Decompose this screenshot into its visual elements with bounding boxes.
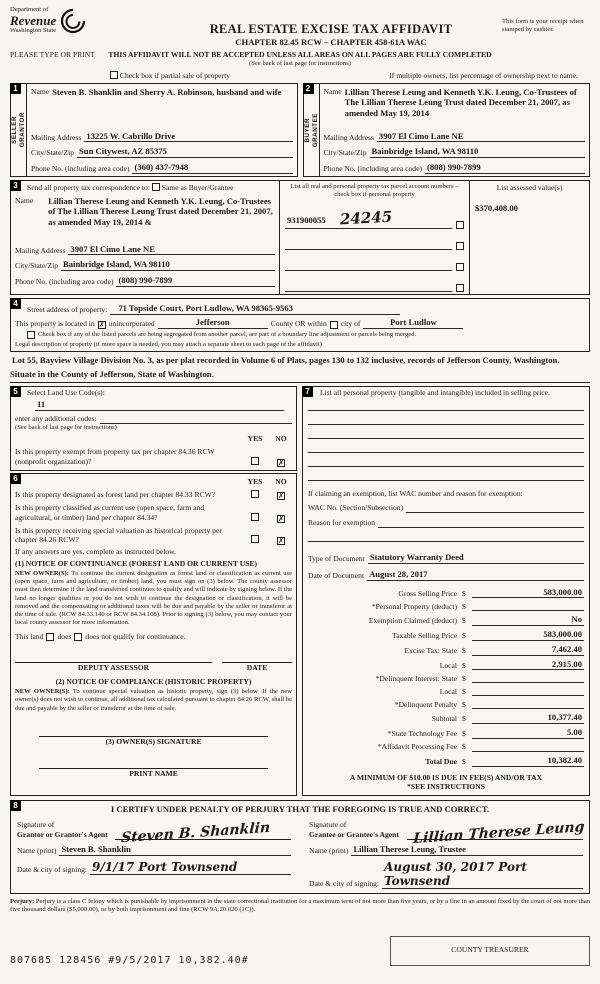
street-address-value[interactable]: 71 Topside Court, Port Ludlow, WA 98365-9563 [110, 303, 400, 315]
notice-continuance-title: (1) NOTICE OF CONTINUANCE (FOREST LAND OR CURRENT USE) [15, 559, 258, 569]
personal-property-line[interactable] [308, 428, 584, 439]
historic-question-row [15, 526, 292, 546]
corr-csz-label: City/State/Zip [15, 261, 59, 271]
land-use-code-field[interactable]: 11 [35, 399, 284, 411]
section-8-badge: 8 [10, 800, 21, 811]
type-of-document-value[interactable]: Statutory Warranty Deed [368, 552, 584, 564]
buyer-mailing-value[interactable]: 3907 El Cimo Lane NE [377, 131, 585, 143]
receipt-note: This form is your receipt when stamped by cashier. [502, 18, 584, 34]
same-as-buyer-label: Same as Buyer/Grantee [161, 182, 234, 192]
header [10, 6, 590, 68]
seller-mailing-value[interactable]: 13225 W. Cabrillo Drive [84, 131, 292, 143]
delinquent-penalty-row: *Delinquent Penalty $ [308, 699, 584, 709]
segregated-label: Check box if any of the listed parcels are being segregated from another parcel, are part of a boundary line adjustment or parcels being merged. [38, 330, 417, 338]
grantee-vertical-label: GRANTEE [311, 112, 319, 147]
owners-signature-label: (3) OWNER(S) SIGNATURE [105, 736, 202, 746]
grantee-date-value[interactable]: August 30, 2017 Port Townsend [382, 860, 583, 889]
section-5-badge: 5 [10, 386, 21, 397]
excise-tax-local-row: Local $ 2,915.00 [439, 658, 582, 670]
exempt-yes-checkbox[interactable] [251, 457, 259, 465]
grantee-signature-block [309, 818, 583, 889]
grantee-name-print-value[interactable]: Lillian Therese Leung, Trustee [351, 844, 583, 856]
minimum-due-note: A MINIMUM OF $10.00 IS DUE IN FEE(S) AND/OR TAX [349, 772, 543, 782]
parcel-number-field[interactable]: 931900055 24245 [285, 209, 452, 229]
does-label: does [57, 631, 72, 641]
section-6-designations [10, 473, 297, 796]
forest-land-question: Is this property designated as forest land per chapter 84.33 RCW? [15, 489, 216, 499]
section-4-badge: 4 [10, 298, 21, 309]
parcel-personal-checkbox[interactable] [456, 221, 464, 229]
grantee-name-print-label: Name (print) [309, 845, 349, 855]
grantor-signature-block [17, 818, 291, 889]
seller-name-label: Name [31, 86, 50, 96]
same-as-buyer-checkbox[interactable] [152, 183, 160, 191]
seller-csz-value[interactable]: Sun Citywest, AZ 85375 [77, 146, 292, 158]
section-2-buyer [303, 83, 591, 177]
seller-csz-label: City/State/Zip [31, 148, 75, 158]
gross-selling-price-row: Gross Selling Price $ 583,000.00 [398, 586, 582, 598]
print-name-label: PRINT NAME [129, 768, 178, 778]
exempt-question-row [15, 447, 292, 467]
street-address-label: Street address of property: [27, 304, 108, 314]
yes-no-header-5 [15, 434, 292, 444]
grantor-name-print-label: Name (print) [17, 845, 57, 855]
if-yes-note: If any answers are yes, complete as instructed below. [15, 547, 177, 557]
parcel-row [285, 209, 464, 229]
current-use-yes-checkbox[interactable] [251, 513, 259, 521]
logo-washington-state: Washington State [10, 27, 57, 35]
buyer-csz-label: City/State/Zip [323, 148, 367, 158]
parcel-personal-checkbox[interactable] [456, 263, 464, 271]
warning-line: THIS AFFIDAVIT WILL NOT BE ACCEPTED UNLESS ALL AREAS ON ALL PAGES ARE FULLY COMPLETED [108, 49, 492, 59]
section-2-badge: 2 [303, 83, 314, 94]
forest-land-question-row [15, 490, 292, 500]
seller-mailing-label: Mailing Address [31, 132, 82, 142]
city-value[interactable]: Port Ludlow [363, 317, 463, 329]
grantee-sig-label-2: Grantee or Grantee's Agent [309, 830, 399, 840]
multiple-owners-note: If multiple owners, list percentage of ownership next to name. [389, 70, 578, 80]
grantor-name-print-value[interactable]: Steven B. Shanklin [59, 844, 291, 856]
notice-compliance-body: NEW OWNER(S): To continue special valuation as historic property, sign (3) below. If the new owner(s) does not wish to continue, all additional tax calculated pursuant to chapter 84.26 RCW, shall be due and payable by the seller or transferor at the time of sale. [15, 688, 293, 712]
grantor-signature-area[interactable] [115, 818, 291, 847]
grantee-sig-label-1: Signature of [309, 820, 347, 830]
parcel-personal-checkbox[interactable] [456, 284, 464, 292]
state-technology-fee-value[interactable]: 5.00 [472, 727, 584, 739]
excise-tax-state-row: Excise Tax: State $ 7,462.40 [404, 643, 582, 655]
type-of-document-label: Type of Document [308, 554, 365, 564]
unincorporated-label: unincorporated [108, 318, 155, 328]
historic-question: Is this property receiving special valuation as historical property per chapter 84.26 RCW? [15, 525, 222, 545]
wac-field[interactable] [406, 503, 584, 513]
corr-csz-value[interactable]: Bainbridge Island, WA 98110 [61, 259, 275, 271]
form-title: REAL ESTATE EXCISE TAX AFFIDAVIT [209, 22, 453, 36]
perjury-body: Perjury is a class C felony which is punishable by imprisonment in the state correctional institution for a maximum term of not more than five years, or by a fine in an amount fixed by the court of not more than five thousand dollars ($5,000.00), or by both imprisonment and fine (RCW 9A.20.020 (1C)). [10, 897, 590, 913]
current-use-no-checkbox[interactable]: ✗ [278, 514, 284, 523]
dor-swirl-icon [58, 7, 88, 35]
grantor-vertical-label: GRANTOR [19, 112, 26, 148]
delinquent-interest-state-row: *Delinquent Interest: State $ [308, 673, 584, 683]
does-not-checkbox[interactable] [74, 633, 82, 641]
deputy-date-label: DATE [246, 663, 268, 673]
buyer-vertical-label: BUYER [303, 117, 311, 143]
this-land-label: This land [15, 631, 44, 641]
yes-header: YES [247, 476, 263, 486]
footer [10, 936, 590, 966]
seller-side-strip [11, 84, 27, 176]
reason-exemption-label: Reason for exemption [308, 518, 376, 528]
buyer-name-label: Name [323, 86, 342, 96]
city-of-label: city of [340, 318, 361, 328]
dor-logo [10, 6, 160, 35]
notice-compliance-title: (2) NOTICE OF COMPLIANCE (HISTORIC PROPERTY) [55, 677, 252, 687]
certify-line: I CERTIFY UNDER PENALTY OF PERJURY THAT THE FOREGOING IS TRUE AND CORRECT. [110, 804, 490, 815]
exemption-claimed-value[interactable]: No [472, 614, 584, 626]
personal-property-line[interactable] [308, 470, 584, 481]
assessed-values [469, 181, 589, 294]
handwritten-parcel-note: 24245 [339, 208, 393, 229]
legal-description-value[interactable]: Lot 55, Bayview Village Division No. 3, as per plat recorded in Volume 6 of Plats, pages 130 to 132 inclusive, records of Jefferson County, Washington. [12, 355, 560, 366]
see-instructions-note: *SEE INSTRUCTIONS [407, 782, 485, 792]
parcel-personal-checkbox[interactable] [456, 242, 464, 250]
buyer-name-value[interactable]: Lillian Therese Leung and Kenneth Y.K. Leung, Co-Trustees of The Lillian Therese Leung Trust dated December 21, 2007, as amended May 19, 2014 [344, 86, 577, 119]
notice-continuance-body: NEW OWNER(S): To continue the current designation as forest land or classification as current use (open space, farm and agriculture, or timber) land, you must sign on (3) below. The county assessor must then determine if the land transferred continues to qualify and will indicate by signing below. If the land no longer qualifies or you do not wish to continue the designation or classification, it will be removed and the compensating or additional taxes will be due and payable by the seller or transferor at the time of sale. (RCW 84.33.140 or RCW 84.34.108). Prior to signing (3) below, you may contact your local county assessor for more information. [15, 569, 292, 627]
owners-signature-line[interactable] [39, 727, 268, 737]
parcel-list [279, 181, 469, 294]
personal-property-line[interactable] [308, 414, 584, 425]
excise-tax-state-value[interactable]: 7,462.40 [472, 644, 584, 656]
deputy-assessor-row [15, 653, 292, 673]
corr-phone-label: Phone No. (including area code) [15, 277, 114, 287]
does-checkbox[interactable] [46, 633, 54, 641]
grantor-date-value[interactable]: 9/1/17 Port Townsend [90, 860, 291, 875]
buyer-csz-value[interactable]: Bainbridge Island, WA 98110 [370, 146, 585, 158]
seller-phone-label: Phone No. (including area code) [31, 164, 130, 174]
deputy-assessor-signature-line[interactable] [15, 653, 212, 663]
county-value[interactable]: Jefferson [158, 317, 268, 329]
total-due-value[interactable]: 10,382.40 [472, 755, 584, 767]
exemption-claimed-row: Exemption Claimed (deduct) $ No [368, 614, 582, 626]
reason-extra-line[interactable] [308, 531, 584, 542]
corr-phone-value[interactable]: (808) 990-7899 [116, 275, 275, 287]
forest-no-checkbox[interactable]: ✗ [278, 491, 284, 500]
partial-sale-label: Check box if partial sale of property [119, 70, 230, 80]
section-3-correspondence [10, 180, 590, 295]
current-use-question-row [15, 503, 292, 523]
section-4-property [10, 298, 590, 352]
date-of-document-value[interactable]: August 28, 2017 [367, 569, 584, 581]
seller-name-value[interactable]: Steven B. Shanklin and Sherry A. Robinson, husband and wife [52, 86, 282, 97]
exempt-question-text: Is this property exempt from property tax per chapter 84.36 RCW (nonprofit organization)? [15, 447, 215, 467]
header-center [160, 6, 502, 48]
grantor-sig-label-2: Grantor or Grantor's Agent [17, 830, 108, 840]
buyer-phone-label: Phone No. (including area code) [323, 164, 422, 174]
located-in-label: This property is located in [15, 318, 95, 328]
section-7-sale [302, 386, 590, 797]
parcel-row [285, 260, 464, 271]
section-3-badge: 3 [10, 180, 21, 191]
grantor-sig-label-1: Signature of [17, 820, 55, 830]
seller-phone-value[interactable]: (360) 437-7948 [132, 162, 292, 174]
city-checkbox[interactable] [330, 321, 338, 329]
grantee-signature: Lillian Therese Leung [412, 818, 585, 848]
delinquent-interest-local-row: Local $ [308, 686, 584, 696]
wac-label: WAC No. (Section/Subsection) [308, 503, 404, 513]
parcel-row [285, 281, 464, 292]
additional-codes-field[interactable] [100, 414, 292, 424]
section-5-land-use [10, 386, 297, 471]
parcel-list-header: List all real and personal property tax parcel account numbers – check box if personal property [290, 182, 459, 199]
exempt-no-checkbox[interactable]: ✗ [278, 458, 284, 467]
taxable-selling-price-row: Taxable Selling Price $ 583,000.00 [392, 629, 582, 641]
grantee-signature-area[interactable] [407, 818, 585, 848]
subtotal-row: Subtotal $ 10,377.40 [431, 712, 582, 724]
legal-description-label: Legal description of property (if more space is needed, you may attach a separate sheet to each page of the affidavit) [15, 340, 322, 348]
personal-property-deduct-row: *Personal Property (deduct) $ [308, 601, 584, 611]
section-1-badge: 1 [10, 83, 21, 94]
personal-property-line[interactable] [308, 400, 584, 411]
parcel-number-field[interactable] [285, 239, 452, 250]
delinquent-interest-local-value[interactable] [472, 686, 584, 696]
money-table [308, 587, 584, 767]
parcel-number-field[interactable] [285, 260, 452, 271]
corr-mailing-value[interactable]: 3907 El Cimo Lane NE [68, 244, 275, 256]
exemption-note: If claiming an exemption, list WAC number and reason for exemption: [308, 489, 523, 499]
perjury-label: Perjury: [10, 897, 35, 905]
no-header: NO [275, 476, 287, 486]
section-7-badge: 7 [302, 386, 313, 397]
buyer-phone-value[interactable]: (808) 990-7899 [425, 162, 585, 174]
reason-exemption-field[interactable] [378, 518, 584, 528]
current-use-question: Is this property classified as current use (open space, farm and agricultural, or timber) land per chapter 84.34? [15, 502, 205, 522]
affidavit-processing-fee-row: *Affidavit Processing Fee $ [308, 742, 584, 752]
delinquent-interest-state-value[interactable] [472, 673, 584, 683]
unincorporated-checkbox[interactable]: ✗ [98, 320, 105, 329]
section-1-seller [10, 83, 298, 177]
grantor-signature: Steven B. Shanklin [120, 819, 271, 847]
cashier-stamp: 807685 128456 #9/5/2017 10,382.40# [10, 955, 249, 967]
assessed-values-header: List assessed value(s) [496, 182, 563, 192]
corr-name-value[interactable]: Lillian Therese Leung and Kenneth Y.K. Leung, Co-Trustees of The Lillian Therese Leung Trust dated December 21, 2007, as amended May 19, 2014 & [48, 195, 273, 228]
partial-sale-row [10, 71, 590, 81]
delinquent-penalty-value[interactable] [472, 699, 584, 709]
send-correspondence-label: Send all property tax correspondence to: [27, 182, 150, 192]
segregated-checkbox[interactable] [27, 331, 35, 339]
corr-mailing-label: Mailing Address [15, 245, 66, 255]
no-header: NO [275, 434, 287, 444]
deputy-date-line[interactable] [222, 653, 292, 663]
section-6-badge: 6 [10, 473, 21, 484]
county-treasurer-box [390, 936, 590, 966]
personal-property-label: List all personal property (tangible and intangible) included in selling price. [320, 387, 551, 397]
see-back-note: (See back of last page for instructions) [249, 59, 351, 67]
excise-tax-local-value[interactable]: 2,915.00 [472, 659, 584, 671]
parties-row [10, 83, 590, 177]
logo-department-of: Department of [10, 6, 49, 13]
historic-yes-checkbox[interactable] [251, 535, 259, 543]
buyer-side-strip [304, 84, 320, 176]
please-type-print: PLEASE TYPE OR PRINT [10, 50, 95, 59]
forest-yes-checkbox[interactable] [251, 490, 259, 498]
total-due-row: Total Due $ 10,382.40 [425, 754, 582, 766]
yes-no-header-6 [15, 477, 292, 487]
parcel-row [285, 239, 464, 250]
personal-property-line[interactable] [308, 442, 584, 453]
grantee-date-label: Date & city of signing: [309, 878, 380, 888]
yes-header: YES [247, 434, 263, 444]
buyer-mailing-label: Mailing Address [323, 132, 374, 142]
affidavit-processing-fee-value[interactable] [472, 742, 584, 752]
deputy-assessor-label: DEPUTY ASSESSOR [77, 663, 150, 673]
land-use-label: Select Land Use Code(s): [27, 387, 105, 397]
does-not-label: does not qualify for continuance. [85, 631, 186, 641]
parcel-number-field[interactable] [285, 281, 452, 292]
partial-sale-checkbox[interactable] [110, 71, 118, 79]
county-or-label: County OR within [270, 318, 327, 328]
logo-revenue: Revenue [10, 13, 57, 29]
chapter-line: CHAPTER 82.45 RCW – CHAPTER 458-61A WAC [235, 37, 427, 47]
print-name-line[interactable] [39, 759, 268, 769]
date-of-document-label: Date of Document [308, 570, 365, 580]
additional-codes-label: enter any additional codes: [15, 414, 97, 424]
grantor-date-label: Date & city of signing: [17, 864, 88, 874]
continuance-row [15, 632, 292, 642]
mid-columns [10, 386, 590, 797]
county-treasurer-label: COUNTY TREASURER [451, 945, 529, 955]
state-technology-fee-row: *State Technology Fee $ 5.00 [387, 727, 582, 738]
gross-selling-price-value[interactable]: 583,000.00 [472, 587, 584, 599]
subtotal-value[interactable]: 10,377.40 [472, 712, 584, 724]
personal-property-line[interactable] [308, 456, 584, 467]
see-back-note-5: (See back of last page for instructions) [15, 424, 117, 432]
historic-no-checkbox[interactable]: ✗ [278, 537, 284, 546]
section-8-certification [10, 800, 590, 893]
taxable-selling-price-value[interactable]: 583,000.00 [472, 629, 584, 641]
situate-line: Situate in the County of Jefferson, State of Washington. [10, 369, 590, 383]
seller-vertical-label: SELLER [11, 115, 18, 144]
corr-name-label: Name [15, 195, 34, 205]
personal-property-deduct-value[interactable] [472, 601, 584, 611]
assessed-value[interactable]: $370,408.00 [475, 202, 518, 213]
perjury-paragraph [10, 898, 590, 914]
